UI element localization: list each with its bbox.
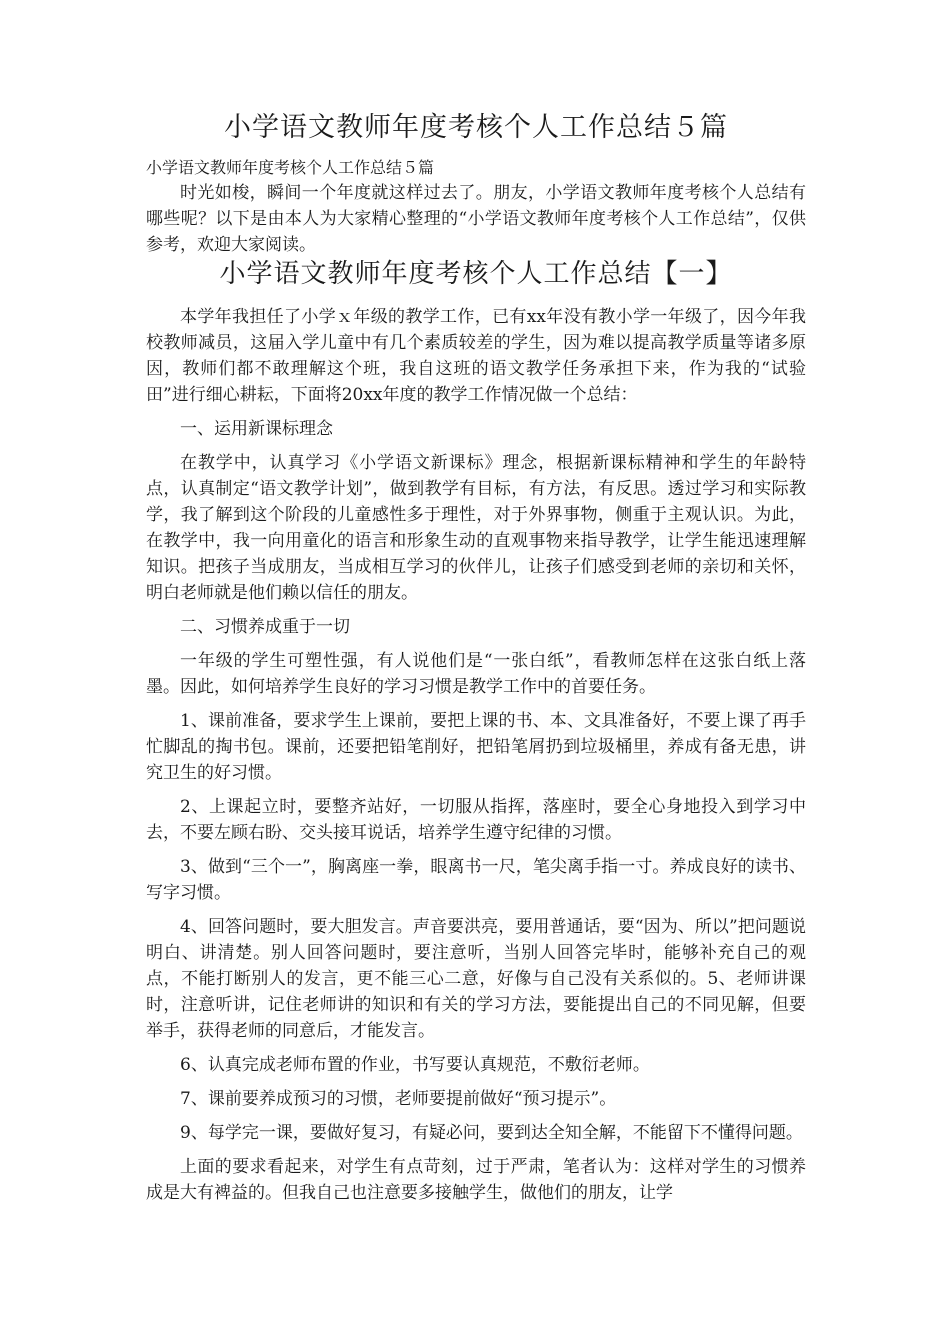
list-paragraph: 7、课前要养成预习的习惯，老师要提前做好“预习提示”。	[180, 1089, 617, 1109]
paragraph: 上面的要求看起来，对学生有点苛刻，过于严肃，笔者认为：这样对学生的习惯养成是大有裨益的。但我自己也注意要多接触学生，做他们的朋友，让学	[146, 1157, 806, 1203]
paragraph: 在教学中，认真学习《小学语文新课标》理念，根据新课标精神和学生的年龄特点，认真制定“语文教学计划”，做到教学有目标，有方法，有反思。透过学习和实际教学，我了解到这个阶段的儿童感性多于理性，对于外界事物，侧重于主观认识。为此，在教学中，我一向用童化的语言和形象生动的直观事物来指导教学，让学生能迅速理解知识。把孩子当成朋友，当成相互学习的伙伴儿，让孩子们感受到老师的亲切和关怀，明白老师就是他们赖以信任的朋友。	[146, 453, 806, 603]
intro-paragraph: 时光如梭，瞬间一个年度就这样过去了。朋友，小学语文教师年度考核个人总结有哪些呢？以下是由本人为大家精心整理的“小学语文教师年度考核个人工作总结”，仅供参考，欢迎大家阅读。	[146, 183, 806, 255]
list-paragraph: 9、每学完一课，要做好复习，有疑必问，要到达全知全解，不能留下不懂得问题。	[180, 1123, 803, 1143]
paragraph: 一年级的学生可塑性强，有人说他们是“一张白纸”，看教师怎样在这张白纸上落墨。因此，如何培养学生良好的学习习惯是教学工作中的首要任务。	[146, 651, 806, 697]
section-title: 小学语文教师年度考核个人工作总结【一】	[219, 259, 733, 289]
document-body	[146, 304, 806, 1214]
list-paragraph: 2、上课起立时，要整齐站好，一切服从指挥，落座时，要全心身地投入到学习中去，不要左顾右盼、交头接耳说话，培养学生遵守纪律的习惯。	[146, 797, 806, 843]
paragraph: 本学年我担任了小学ｘ年级的教学工作，已有xx年没有教小学一年级了，因今年我校教师减员，这届入学儿童中有几个素质较差的学生，因为难以提高教学质量等诸多原因，教师们都不敢理解这个班，我自这班的语文教学任务承担下来，作为我的“试验田”进行细心耕耘，下面将20xx年度的教学工作情况做一个总结：	[146, 307, 806, 405]
list-paragraph: 3、做到“三个一”，胸离座一拳，眼离书一尺，笔尖离手指一寸。养成良好的读书、写字习惯。	[146, 857, 806, 903]
list-paragraph: 1、课前准备，要求学生上课前，要把上课的书、本、文具准备好，不要上课了再手忙脚乱的掏书包。课前，还要把铅笔削好，把铅笔屑扔到垃圾桶里，养成有备无患，讲究卫生的好习惯。	[146, 711, 806, 783]
document-title: 小学语文教师年度考核个人工作总结５篇	[224, 112, 728, 143]
list-paragraph: 4、回答问题时，要大胆发言。声音要洪亮，要用普通话，要“因为、所以”把问题说明白、讲清楚。别人回答问题时，要注意听，当别人回答完毕时，能够补充自己的观点，不能打断别人的发言，更不能三心二意，好像与自己没有关系似的。5、老师讲课时，注意听讲，记住老师讲的知识和有关的学习方法，要能提出自己的不同见解，但要举手，获得老师的同意后，才能发言。	[146, 917, 806, 1041]
heading-paragraph: 二、习惯养成重于一切	[180, 617, 350, 637]
document-subtitle: 小学语文教师年度考核个人工作总结５篇	[146, 158, 435, 177]
heading-paragraph: 一、运用新课标理念	[180, 419, 333, 439]
list-paragraph: 6、认真完成老师布置的作业，书写要认真规范，不敷衍老师。	[180, 1055, 650, 1075]
